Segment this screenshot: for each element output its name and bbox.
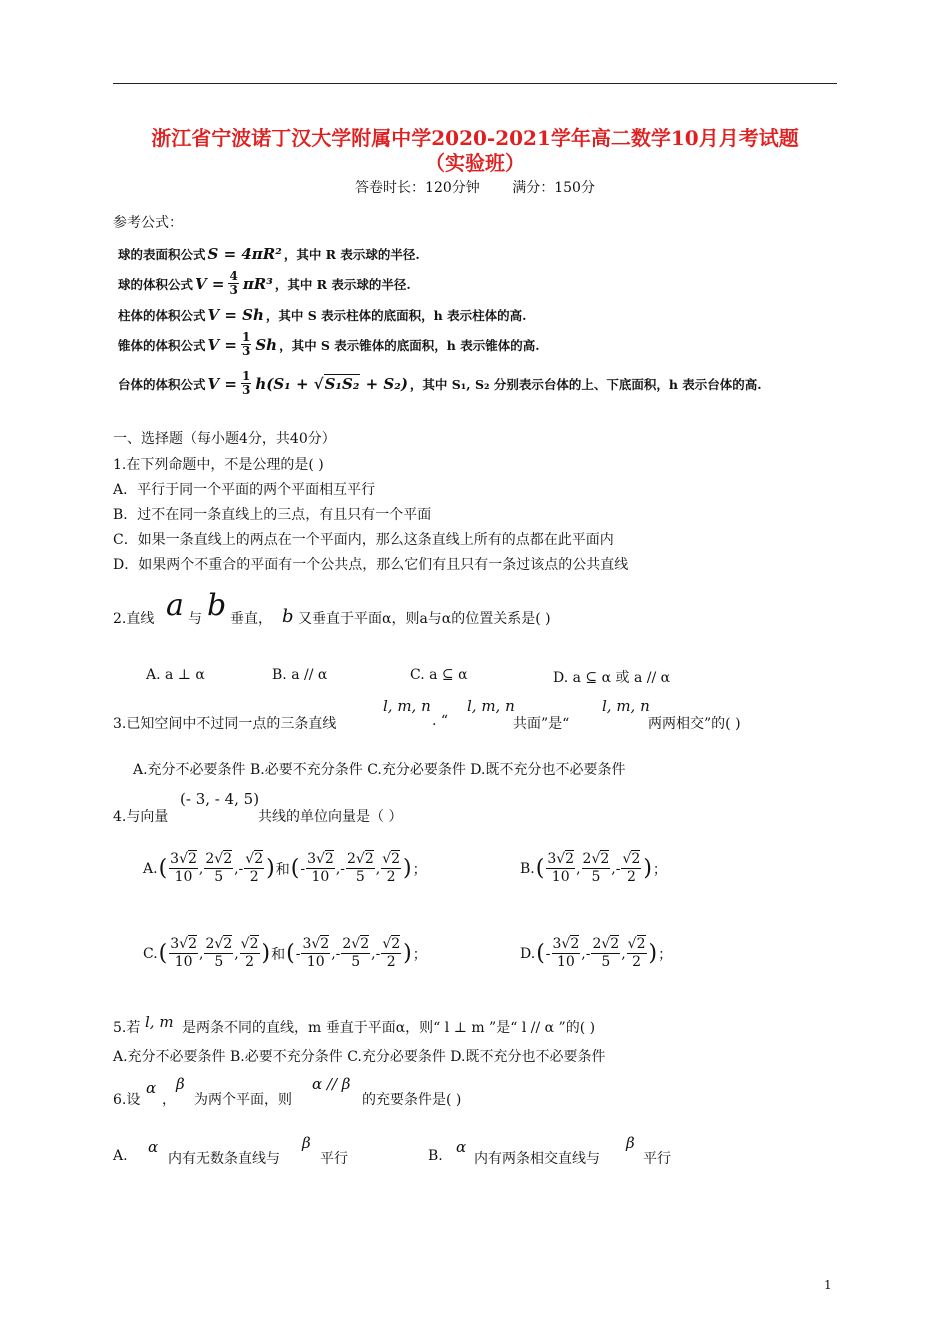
q6-comma: ， <box>162 1092 176 1108</box>
q2-stem: 2.直线 <box>113 611 155 627</box>
q2-var-b: b <box>207 588 227 623</box>
q6-text-2: 为两个平面，则 <box>194 1092 292 1108</box>
q1-option-c: C．如果一条直线上的两点在一个平面内，那么这条直线上所有的点都在此平面内 <box>113 532 614 548</box>
q2-var-b2: b <box>282 606 294 627</box>
q4-option-c: C. ( 3√2 10 , 2√2 5 , √2 2 ) 和 ( - 3√2 10 ,- 2√2 5 ,- √2 2 ) ； <box>143 936 427 970</box>
q1-stem: 1.在下列命题中，不是公理的是( ) <box>113 457 324 473</box>
exam-meta <box>113 177 837 197</box>
q4-option-d: D. ( - 3√2 10 ,- 2√2 5 , √2 2 ) ； <box>520 936 673 970</box>
q3-text-1: 3.已知空间中不过同一点的三条直线 <box>113 716 337 732</box>
q6-option-b-alpha: α <box>456 1138 467 1156</box>
formula-frustum-volume: 台体的体积公式 V = $\frac{1}{3}$ h(S₁ + √S₁S₂ + S₂) ，其中 S₁, S₂ 分别表示台体的上、下底面积，h 表示台体的高. <box>118 369 762 397</box>
q6-option-a-alpha: α <box>148 1138 159 1156</box>
formula-sphere-area: 球的表面积公式 S = 4πR² ，其中 R 表示球的半径. <box>118 245 420 263</box>
q6-option-b-beta: β <box>626 1134 635 1152</box>
q2-text-with: 与 <box>188 611 202 627</box>
formula-prism-volume: 柱体的体积公式 V = Sh ，其中 S 表示柱体的底面积，h 表示柱体的高. <box>118 306 527 324</box>
q4-text-2: 共线的单位向量是（ ） <box>258 809 403 825</box>
q4-text-1: 4.与向量 <box>113 809 169 825</box>
q6-option-a-label: A. <box>113 1148 128 1164</box>
q6-relation: α // β <box>312 1075 351 1093</box>
q1-option-d: D．如果两个不重合的平面有一个公共点，那么它们有且只有一条过该点的公共直线 <box>113 557 629 573</box>
exam-score: 满分：150分 <box>512 180 595 196</box>
q6-option-b-text: 内有两条相交直线与 <box>474 1151 600 1167</box>
q5-text-2: 是两条不同的直线，m 垂直于平面α，则“ l ⊥ m ”是“ l // α ”的( ) <box>182 1020 596 1036</box>
q5-text-1: 5.若 <box>113 1020 141 1036</box>
q6-option-a-end: 平行 <box>320 1151 348 1167</box>
exam-title: 浙江省宁波诺丁汉大学附属中学2020-2021学年高二数学10月月考试题 <box>151 126 799 150</box>
page-number: 1 <box>824 1278 832 1292</box>
q2-text-perp: 垂直， <box>230 611 272 627</box>
q1-option-b: B．过不在同一条直线上的三点，有且只有一个平面 <box>113 507 432 523</box>
exam-duration: 答卷时长：120分钟 <box>355 180 480 196</box>
q5-lm: l, m <box>145 1013 174 1031</box>
q3-lmn-2: l, m, n <box>467 697 515 715</box>
section-title: 一、选择题（每小题4分，共40分） <box>113 431 336 447</box>
q6-alpha: α <box>146 1079 157 1097</box>
q6-text-1: 6.设 <box>113 1092 141 1108</box>
q3-text-3: 共面”是“ <box>513 716 570 732</box>
q4-option-a: A. ( 3√2 10 , 2√2 5 ,- √2 2 ) 和 ( - 3√2 10 ,- 2√2 5 , √2 2 ) ； <box>143 851 427 885</box>
q6-option-a-text: 内有无数条直线与 <box>168 1151 280 1167</box>
q2-var-a: a <box>166 588 184 623</box>
q4-option-b: B. ( 3√2 10 , 2√2 5 ,- √2 2 ) ； <box>520 851 667 885</box>
q2-option-a: A. a ⊥ α <box>146 667 205 683</box>
q6-option-a-beta: β <box>302 1134 311 1152</box>
q6-text-3: 的充要条件是( ) <box>362 1092 462 1108</box>
formula-sphere-volume: 球的体积公式 V = $\frac{4}{3}$ πR³ ，其中 R 表示球的半径. <box>118 269 411 297</box>
q5-options: A.充分不必要条件 B.必要不充分条件 C.充分必要条件 D.既不充分也不必要条件 <box>113 1049 606 1065</box>
q2-option-c: C. a ⊆ α <box>410 667 468 683</box>
q3-options: A.充分不必要条件 B.必要不充分条件 C.充分必要条件 D.既不充分也不必要条件 <box>133 762 626 778</box>
q3-text-4: 两两相交”的( ) <box>648 716 741 732</box>
q2-option-b: B. a // α <box>272 667 328 683</box>
header-rule <box>113 83 837 84</box>
exam-subtitle: （实验班） <box>425 151 525 175</box>
q3-lmn-3: l, m, n <box>602 697 650 715</box>
q2-option-d: D. a ⊆ α 或 a // α <box>553 670 671 686</box>
q3-lmn-1: l, m, n <box>383 697 431 715</box>
q1-option-a: A．平行于同一个平面的两个平面相互平行 <box>113 482 376 498</box>
q2-text-rest: 又垂直于平面α，则a与α的位置关系是( ) <box>298 611 551 627</box>
q3-text-2: . “ <box>432 713 449 729</box>
formulas-label: 参考公式： <box>113 215 183 231</box>
q6-option-b-end: 平行 <box>643 1151 671 1167</box>
formula-cone-volume: 锥体的体积公式 V = $\frac{1}{3}$ Sh ，其中 S 表示锥体的底面积，h 表示锥体的高. <box>118 330 540 358</box>
q6-beta: β <box>176 1075 185 1093</box>
q4-vector: (- 3, - 4, 5) <box>180 790 260 808</box>
q6-option-b-label: B. <box>428 1148 443 1164</box>
